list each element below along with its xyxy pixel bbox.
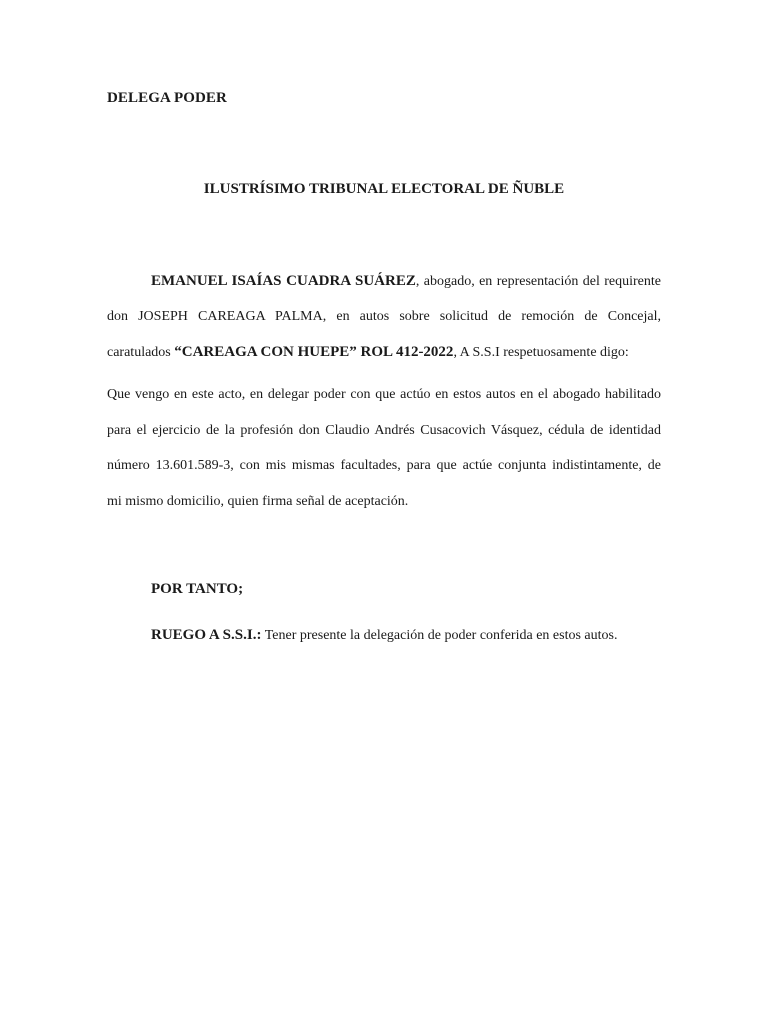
attorney-name: EMANUEL ISAÍAS CUADRA SUÁREZ <box>151 273 416 289</box>
intro-line-1 <box>107 271 661 307</box>
court-title: ILUSTRÍSIMO TRIBUNAL ELECTORAL DE ÑUBLE <box>203 181 565 197</box>
intro-paragraph <box>107 271 661 378</box>
ruego-label: RUEGO A S.S.I.: <box>151 627 262 643</box>
body-line-4: mi mismo domicilio, quien firma señal de aceptación. <box>107 493 409 509</box>
body-paragraph <box>107 385 661 527</box>
intro-line-2: don JOSEPH CAREAGA PALMA, en autos sobre solicitud de remoción de Concejal, <box>107 308 661 324</box>
intro-line-3 <box>107 342 661 378</box>
body-line-3: número 13.601.589-3, con mis mismas facultades, para que actúe conjunta indistintamente, de <box>107 458 661 473</box>
body-line-2: para el ejercicio de la profesión don Claudio Andrés Cusacovich Vásquez, cédula de identidad <box>107 422 661 438</box>
case-title: “CAREAGA CON HUEPE” ROL 412-2022 <box>174 344 454 360</box>
ruego-paragraph <box>151 627 617 644</box>
document-heading: DELEGA PODER <box>107 90 227 106</box>
intro-line-3-rest: , A S.S.I respetuosamente digo: <box>453 345 629 360</box>
case-prefix: caratulados <box>107 345 175 360</box>
ruego-text: Tener presente la delegación de poder conferida en estos autos. <box>261 628 618 643</box>
body-line-1: Que vengo en este acto, en delegar poder con que actúo en estos autos en el abogado habilitado <box>107 387 661 402</box>
intro-line-1-rest: , abogado, en representación del requirente <box>415 274 661 289</box>
por-tanto-heading: POR TANTO; <box>151 581 244 597</box>
